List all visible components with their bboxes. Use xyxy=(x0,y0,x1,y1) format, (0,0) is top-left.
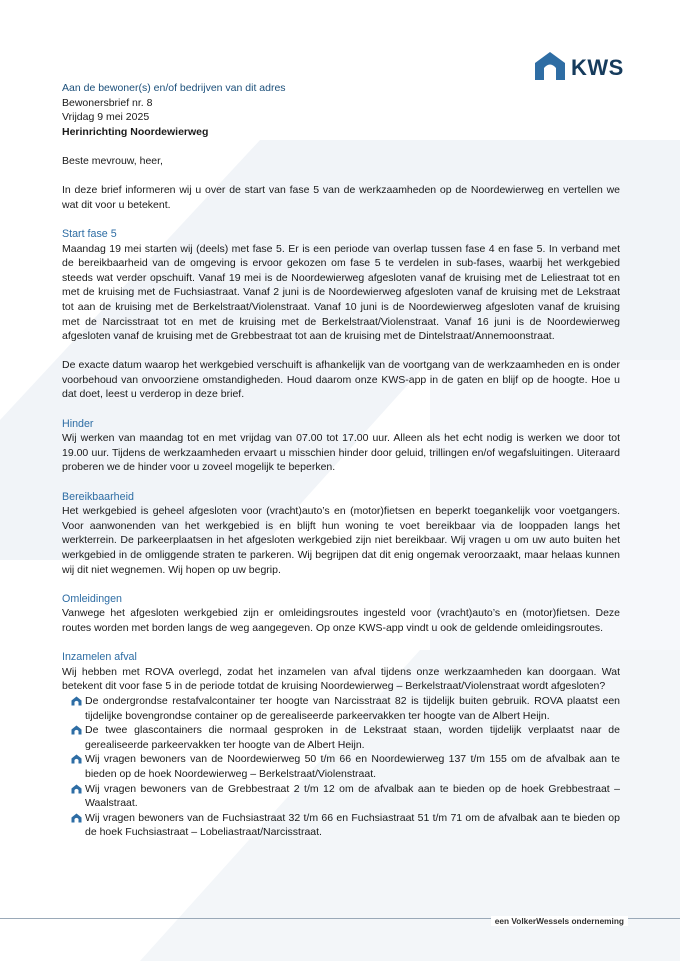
afval-bullet-list xyxy=(62,694,620,840)
bullet-text: Wij vragen bewoners van de Fuchsiastraat 32 t/m 66 en Fuchsiastraat 51 t/m 71 om de afvalbak aan te bieden op de hoek Fuchsiastraat – Lobeliastraat/Narcisstraat. xyxy=(85,811,620,839)
afval-paragraph: Wij hebben met ROVA overlegd, zodat het inzamelen van afval tijdens onze werkzaamheden kan doorgaan. Wat betekent dit voor fase 5 in de periode totdat de kruising Noordewierweg – Berkelstraat/Violenstraat wordt afgesloten? xyxy=(62,665,620,693)
heading-hinder: Hinder xyxy=(62,417,94,430)
kws-house-icon xyxy=(71,725,82,735)
bullet-item xyxy=(62,723,620,752)
omleidingen-paragraph: Vanwege het afgesloten werkgebied zijn er omleidingsroutes ingesteld voor (vracht)auto’s en (motor)fietsen. Deze routes worden met borden langs de weg aangegeven. Op onze KWS-app vindt u ook de geldende omleidingsroutes. xyxy=(62,607,620,634)
recipient-line: Aan de bewoner(s) en/of bedrijven van dit adres xyxy=(62,82,286,94)
kws-house-icon xyxy=(71,784,82,794)
start-paragraph-2: De exacte datum waarop het werkgebied verschuift is afhankelijk van de voortgang van de werkzaamheden en is onder voorbehoud van onvoorziene omstandigheden. Houd daarom onze KWS-app in de gaten en blijf op de hoogte. Hoe u dat doet, leest u verderop in deze brief. xyxy=(62,359,620,401)
kws-house-icon xyxy=(71,696,82,706)
bereikbaarheid-paragraph: Het werkgebied is geheel afgesloten voor (vracht)auto’s en (motor)fietsen en beperkt toegankelijk voor voetgangers. Voor aanwonenden van het werkgebied is en blijft hun woning te voet bereikbaar via de looppaden langs het werkterrein. De parkeerplaatsen in het afgesloten werkgebied zijn niet bereikbaar. Wij vragen u om uw auto buiten het werkgebied in de omliggende straten te parkeren. Wij begrijpen dat dit enig ongemak veroorzaakt, maar helaas kunnen wij dit niet wegnemen. Wij hopen op uw begrip. xyxy=(62,505,620,576)
heading-bereikbaarheid: Bereikbaarheid xyxy=(62,490,134,503)
bullet-item xyxy=(62,782,620,811)
logo-text: KWS xyxy=(571,55,624,80)
heading-start-fase-5: Start fase 5 xyxy=(62,227,117,240)
bullet-item xyxy=(62,752,620,781)
kws-house-icon xyxy=(71,813,82,823)
letter-date: Vrijdag 9 mei 2025 xyxy=(62,111,150,124)
heading-omleidingen: Omleidingen xyxy=(62,592,123,605)
hinder-paragraph: Wij werken van maandag tot en met vrijdag van 07.00 tot 17.00 uur. Alleen als het echt nodig is werken we door tot 19.00 uur. Tijdens de werkzaamheden ervaart u misschien hinder door geluid, trillingen en/of wegafsluitingen. Uiteraard proberen we de hinder voor u zoveel mogelijk te beperken. xyxy=(62,432,620,474)
start-paragraph-1: Maandag 19 mei starten wij (deels) met fase 5. Er is een periode van overlap tussen fase 4 en fase 5. In verband met de bereikbaarheid van de omgeving is ervoor gekozen om fase 5 te verdelen in sub-fases, waarbij het werkgebied steeds wat verder opschuift. Vanaf 19 mei is de Noordewierweg afgesloten vanaf de kruising met de Leliestraat tot en met de kruising met de Fuchsiastraat. Vanaf 2 juni is de Noordewierweg afgesloten vanaf de kruising met de Lekstraat tot aan de kruising met de Berkelstraat/Violenstraat. Vanaf 10 juni is de Noordewierweg afgesloten vanaf de kruising met de Narcisstraat tot en met de kruising met de Berkelstraat/Violenstraat. Vanaf 16 juni is de Noordewierweg afgesloten vanaf de kruising met de Grebbestraat tot aan de kruising met de Dintelstraat/Annemoonstraat. xyxy=(62,242,620,343)
letter-subject: Herinrichting Noordewierweg xyxy=(62,125,209,138)
letter-body xyxy=(62,81,620,840)
kws-house-icon xyxy=(71,754,82,764)
bullet-text: De ondergrondse restafvalcontainer ter hoogte van Narcisstraat 82 is tijdelijk buiten gebruik. ROVA plaatst een tijdelijke bovengrondse container op de gerealiseerde parkeervakken ter hoogte van de Albert Heijn. xyxy=(85,694,620,722)
bullet-item xyxy=(62,811,620,840)
kws-logo xyxy=(533,51,633,85)
bullet-item xyxy=(62,694,620,723)
kws-logo-icon xyxy=(533,51,567,81)
bullet-text: Wij vragen bewoners van de Noordewierweg 50 t/m 66 en Noordewierweg 137 t/m 155 om de afvalbak aan te bieden op de hoek Noordewierweg – Berkelstraat/Violenstraat. xyxy=(85,753,620,780)
intro-paragraph: In deze brief informeren wij u over de start van fase 5 van de werkzaamheden op de Noordewierweg en vertellen we wat dit voor u betekent. xyxy=(62,184,620,211)
footer-tagline: een VolkerWessels onderneming xyxy=(491,916,628,926)
salutation: Beste mevrouw, heer, xyxy=(62,154,163,167)
bullet-text: De twee glascontainers die normaal gesproken in de Lekstraat staan, worden tijdelijk verplaatst naar de gerealiseerde parkeervakken ter hoogte van de Albert Heijn. xyxy=(85,724,620,751)
bullet-text: Wij vragen bewoners van de Grebbestraat 2 t/m 12 om de afvalbak aan te bieden op de hoek Grebbestraat – Waalstraat. xyxy=(85,782,620,810)
heading-inzamelen-afval: Inzamelen afval xyxy=(62,651,137,664)
letter-number: Bewonersbrief nr. 8 xyxy=(62,96,153,109)
